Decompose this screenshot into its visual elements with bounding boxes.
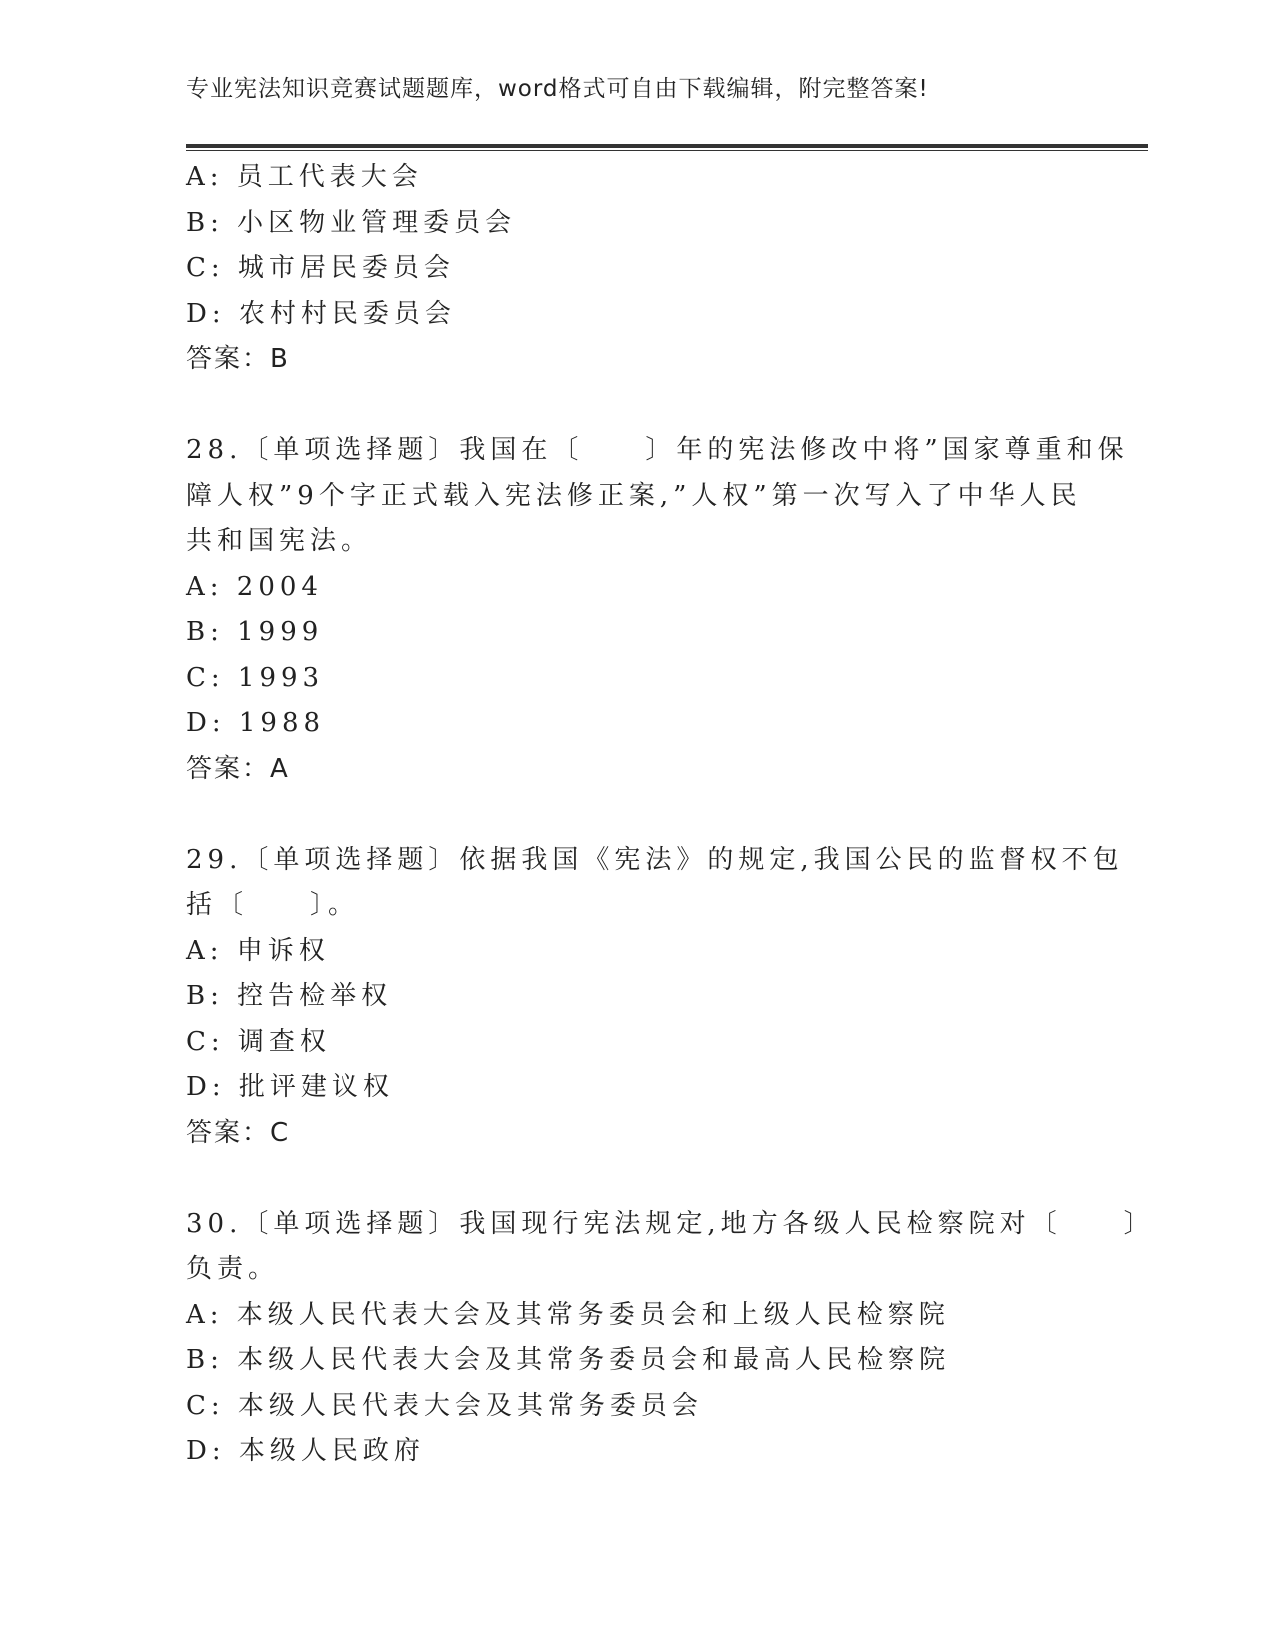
- page-header: 专业宪法知识竞赛试题题库，word格式可自由下载编辑，附完整答案!: [186, 76, 929, 102]
- spacer: [186, 792, 1086, 838]
- question-stem: [186, 1202, 1155, 1293]
- option-d: D: 1988: [186, 708, 326, 738]
- answer: 答案：C: [186, 1117, 291, 1148]
- option-b: B: 1999: [186, 617, 324, 647]
- option-b: B: 小区物业管理委员会: [186, 207, 517, 238]
- option-a: A: 申诉权: [186, 935, 330, 966]
- question-29: [186, 838, 1124, 1157]
- option-d: D: 本级人民政府: [186, 1436, 425, 1466]
- option-d: D: 批评建议权: [186, 1072, 394, 1102]
- option-d: D: 农村村民委员会: [186, 298, 456, 329]
- header-rule-thin: [186, 150, 1148, 151]
- option-c: C: 1993: [186, 662, 325, 693]
- stem-line: 负责。: [186, 1254, 280, 1284]
- answer: 答案：B: [186, 344, 290, 374]
- option-b: B: 本级人民代表大会及其常务委员会和最高人民检察院: [186, 1345, 951, 1375]
- option-b: B: 控告检举权: [186, 981, 393, 1011]
- stem-line: 29.〔单项选择题〕依据我国《宪法》的规定,我国公民的监督权不包: [186, 844, 1124, 875]
- spacer: [186, 1156, 1086, 1202]
- stem-line: 30.〔单项选择题〕我国现行宪法规定,地方各级人民检察院对〔 〕: [186, 1208, 1155, 1239]
- question-28: [186, 428, 1129, 792]
- stem-line: 括〔 〕。: [186, 890, 360, 920]
- option-c: C: 本级人民代表大会及其常务委员会: [186, 1390, 703, 1421]
- answer: 答案：A: [186, 753, 290, 784]
- stem-line: 共和国宪法。: [186, 526, 373, 556]
- option-c: C: 城市居民委员会: [186, 253, 455, 283]
- option-a: A: 2004: [186, 571, 323, 602]
- question-27: [186, 155, 1086, 383]
- question-stem: [186, 428, 1129, 565]
- option-a: A: 本级人民代表大会及其常务委员会和上级人民检察院: [186, 1299, 950, 1330]
- spacer: [186, 383, 1086, 429]
- question-30: [186, 1202, 1155, 1475]
- stem-line: 障人权”9个字正式载入宪法修正案,”人权”第一次写入了中华人民: [186, 480, 1082, 511]
- option-c: C: 调查权: [186, 1026, 331, 1057]
- option-a: A: 员工代表大会: [186, 162, 423, 192]
- header-rule-thick: [186, 144, 1148, 148]
- stem-line: 28.〔单项选择题〕我国在〔 〕年的宪法修改中将”国家尊重和保: [186, 435, 1129, 465]
- question-stem: [186, 838, 1124, 929]
- document-body: [186, 155, 1155, 1475]
